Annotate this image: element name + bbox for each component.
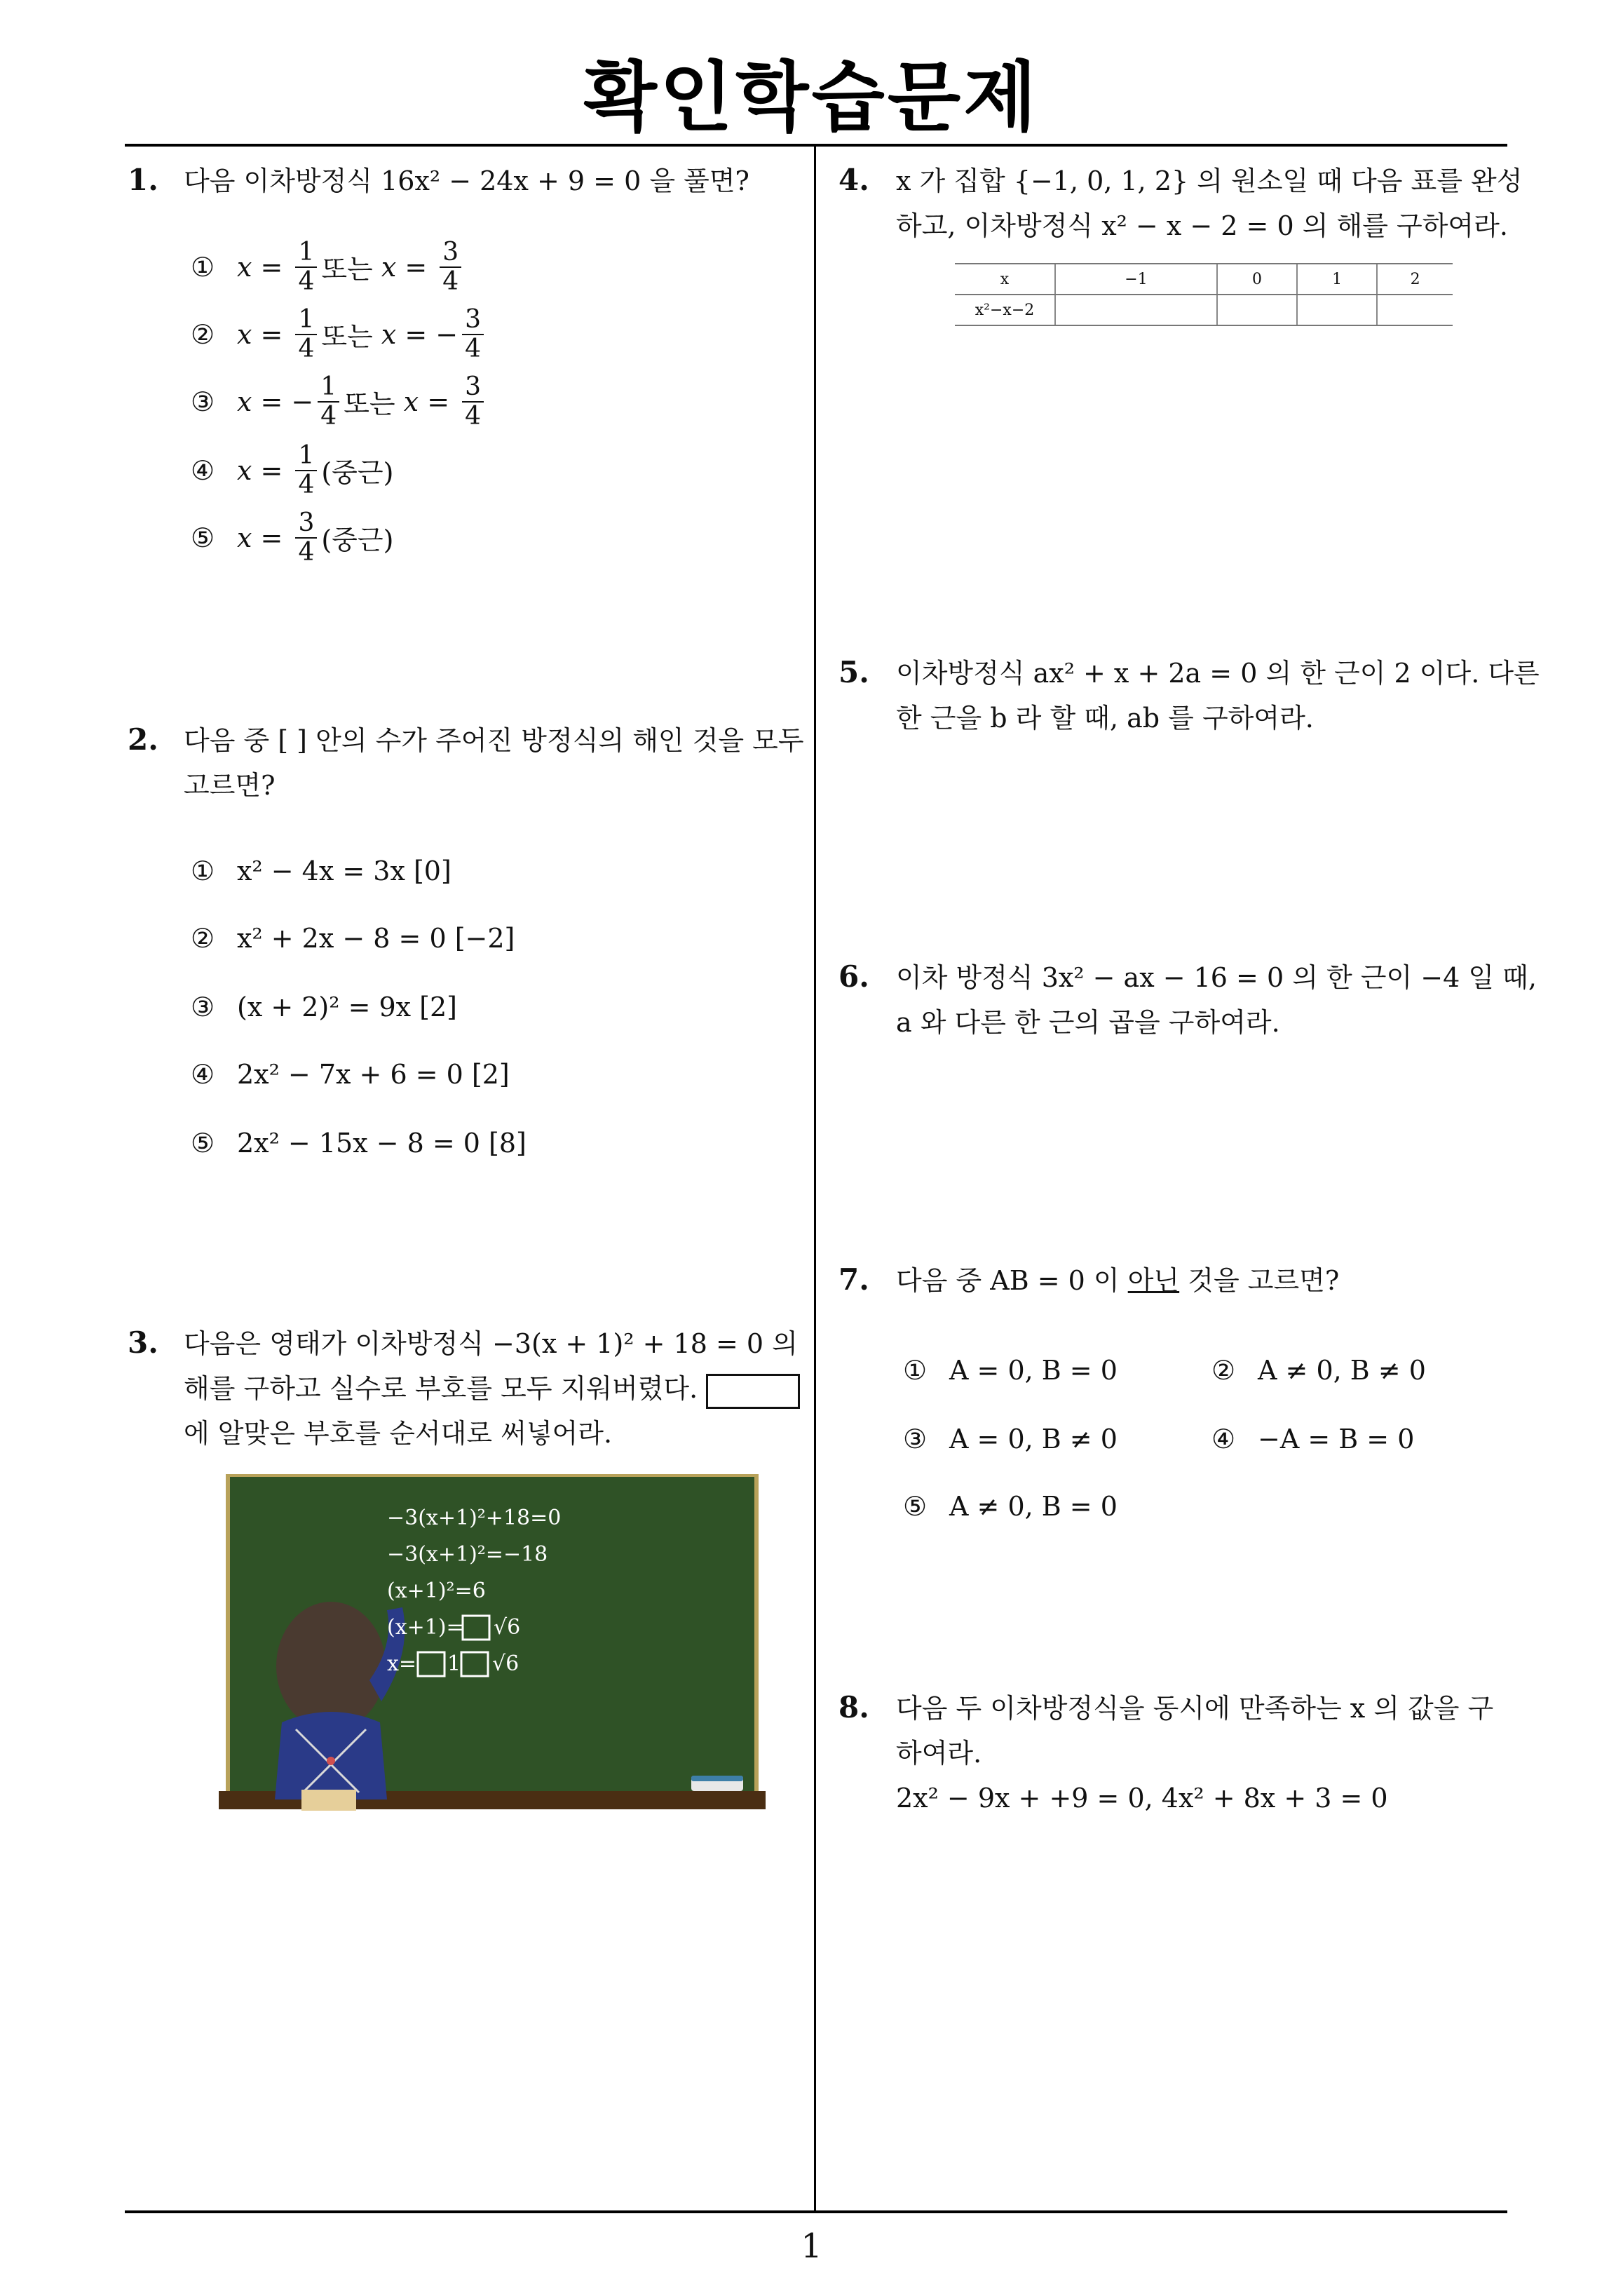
question-8-text: 다음 두 이차방정식을 동시에 만족하는 x 의 값을 구 하여라. 2x² − 9x + +9 = 0, 4x² + 8x + 3 = 0: [896, 1686, 1493, 1821]
question-4-text: x 가 집합 {−1, 0, 1, 2} 의 원소일 때 다음 표를 완성 하고, 이차방정식 x² − x − 2 = 0 의 해를 구하여라.: [896, 166, 1523, 241]
board-line-4: (x+1)=: [387, 1615, 464, 1640]
q2-option-3[interactable]: ③ (x + 2)² = 9x [2]: [191, 992, 458, 1022]
chalkboard-illustration: [219, 1470, 766, 1821]
q7-option-4[interactable]: ④ −A = B = 0: [1211, 1424, 1415, 1454]
board-line-1: −3(x+1)²+18=0: [387, 1506, 562, 1530]
question-7-number: 7.: [838, 1262, 869, 1297]
table-cell-blank[interactable]: [1217, 295, 1297, 325]
q2-option-2[interactable]: ② x² + 2x − 8 = 0 [−2]: [191, 923, 515, 954]
question-1-text: 다음 이차방정식 16x² − 24x + 9 = 0 을 풀면?: [184, 166, 749, 196]
board-line-5: x=: [387, 1652, 417, 1676]
board-line-2: −3(x+1)²=−18: [387, 1542, 548, 1567]
question-8-number: 8.: [838, 1690, 869, 1724]
q2-option-1[interactable]: ① x² − 4x = 3x [0]: [191, 856, 451, 886]
q2-option-4[interactable]: ④ 2x² − 7x + 6 = 0 [2]: [191, 1059, 510, 1090]
q1-option-3[interactable]: ③ x = − $\frac{1}{4}$ 또는 x = $\frac{3}{4}$: [191, 373, 488, 430]
question-6-text: 이차 방정식 3x² − ax − 16 = 0 의 한 근이 −4 일 때, a 와 다른 한 근의 곱을 구하여라.: [896, 962, 1537, 1038]
q7-option-1[interactable]: ① A = 0, B = 0: [903, 1355, 1118, 1386]
q2-option-5[interactable]: ⑤ 2x² − 15x − 8 = 0 [8]: [191, 1128, 527, 1159]
board-line-3: (x+1)²=6: [387, 1579, 486, 1603]
table-header-row: x −1 0 1 2: [955, 264, 1453, 295]
person-hair: [276, 1602, 386, 1731]
q1-option-4[interactable]: ④ x = $\frac{1}{4}$ (중근): [191, 441, 394, 499]
question-5-text: 이차방정식 ax² + x + 2a = 0 의 한 근이 2 이다. 다른 한 근을 b 라 할 때, ab 를 구하여라.: [896, 658, 1540, 734]
question-8-equations: 2x² − 9x + +9 = 0, 4x² + 8x + 3 = 0: [896, 1783, 1388, 1814]
question-4-number: 4.: [838, 163, 869, 197]
question-3-number: 3.: [128, 1325, 158, 1360]
q1-option-1[interactable]: ① x = $\frac{1}{4}$ 또는 x = $\frac{3}{4}$: [191, 238, 466, 295]
person-legs: [301, 1790, 356, 1811]
board-sqrt-1: √6: [494, 1615, 521, 1640]
table-cell-blank[interactable]: [1055, 295, 1217, 325]
q7-option-5[interactable]: ⑤ A ≠ 0, B = 0: [903, 1491, 1118, 1522]
board-one: 1: [447, 1652, 461, 1676]
value-table: [955, 263, 1453, 326]
question-6-number: 6.: [838, 959, 869, 994]
top-rule: [125, 144, 1507, 147]
question-1-number: 1.: [128, 163, 158, 197]
question-5-number: 5.: [838, 655, 869, 689]
answer-box: [706, 1374, 800, 1409]
page-number: 1: [801, 2227, 822, 2266]
q1-option-5[interactable]: ⑤ x = $\frac{3}{4}$ (중근): [191, 508, 394, 567]
question-2-number: 2.: [128, 722, 158, 757]
column-divider: [814, 145, 816, 2213]
question-3-text: 다음은 영태가 이차방정식 −3(x + 1)² + 18 = 0 의 해를 구하고 실수로 부호를 모두 지워버렸다. 에 알맞은 부호를 순서대로 써넣어라.: [184, 1321, 801, 1456]
question-2-text: 다음 중 [ ] 안의 수가 주어진 방정식의 해인 것을 모두 고르면?: [184, 725, 804, 801]
q7-option-3[interactable]: ③ A = 0, B ≠ 0: [903, 1424, 1118, 1454]
bottom-rule: [125, 2210, 1507, 2213]
q1-option-2[interactable]: ② x = $\frac{1}{4}$ 또는 x = − $\frac{3}{4}$: [191, 306, 488, 363]
table-row: x²−x−2: [955, 295, 1453, 325]
q7-option-2[interactable]: ② A ≠ 0, B ≠ 0: [1211, 1355, 1426, 1386]
table-cell-blank[interactable]: [1377, 295, 1453, 325]
board-sqrt-2: √6: [492, 1652, 520, 1676]
question-7-text: 다음 중 AB = 0 이 아닌 것을 고르면?: [896, 1265, 1340, 1296]
person-body: [275, 1712, 387, 1799]
page-title: 확인학습문제: [583, 54, 1040, 142]
table-cell-blank[interactable]: [1297, 295, 1377, 325]
